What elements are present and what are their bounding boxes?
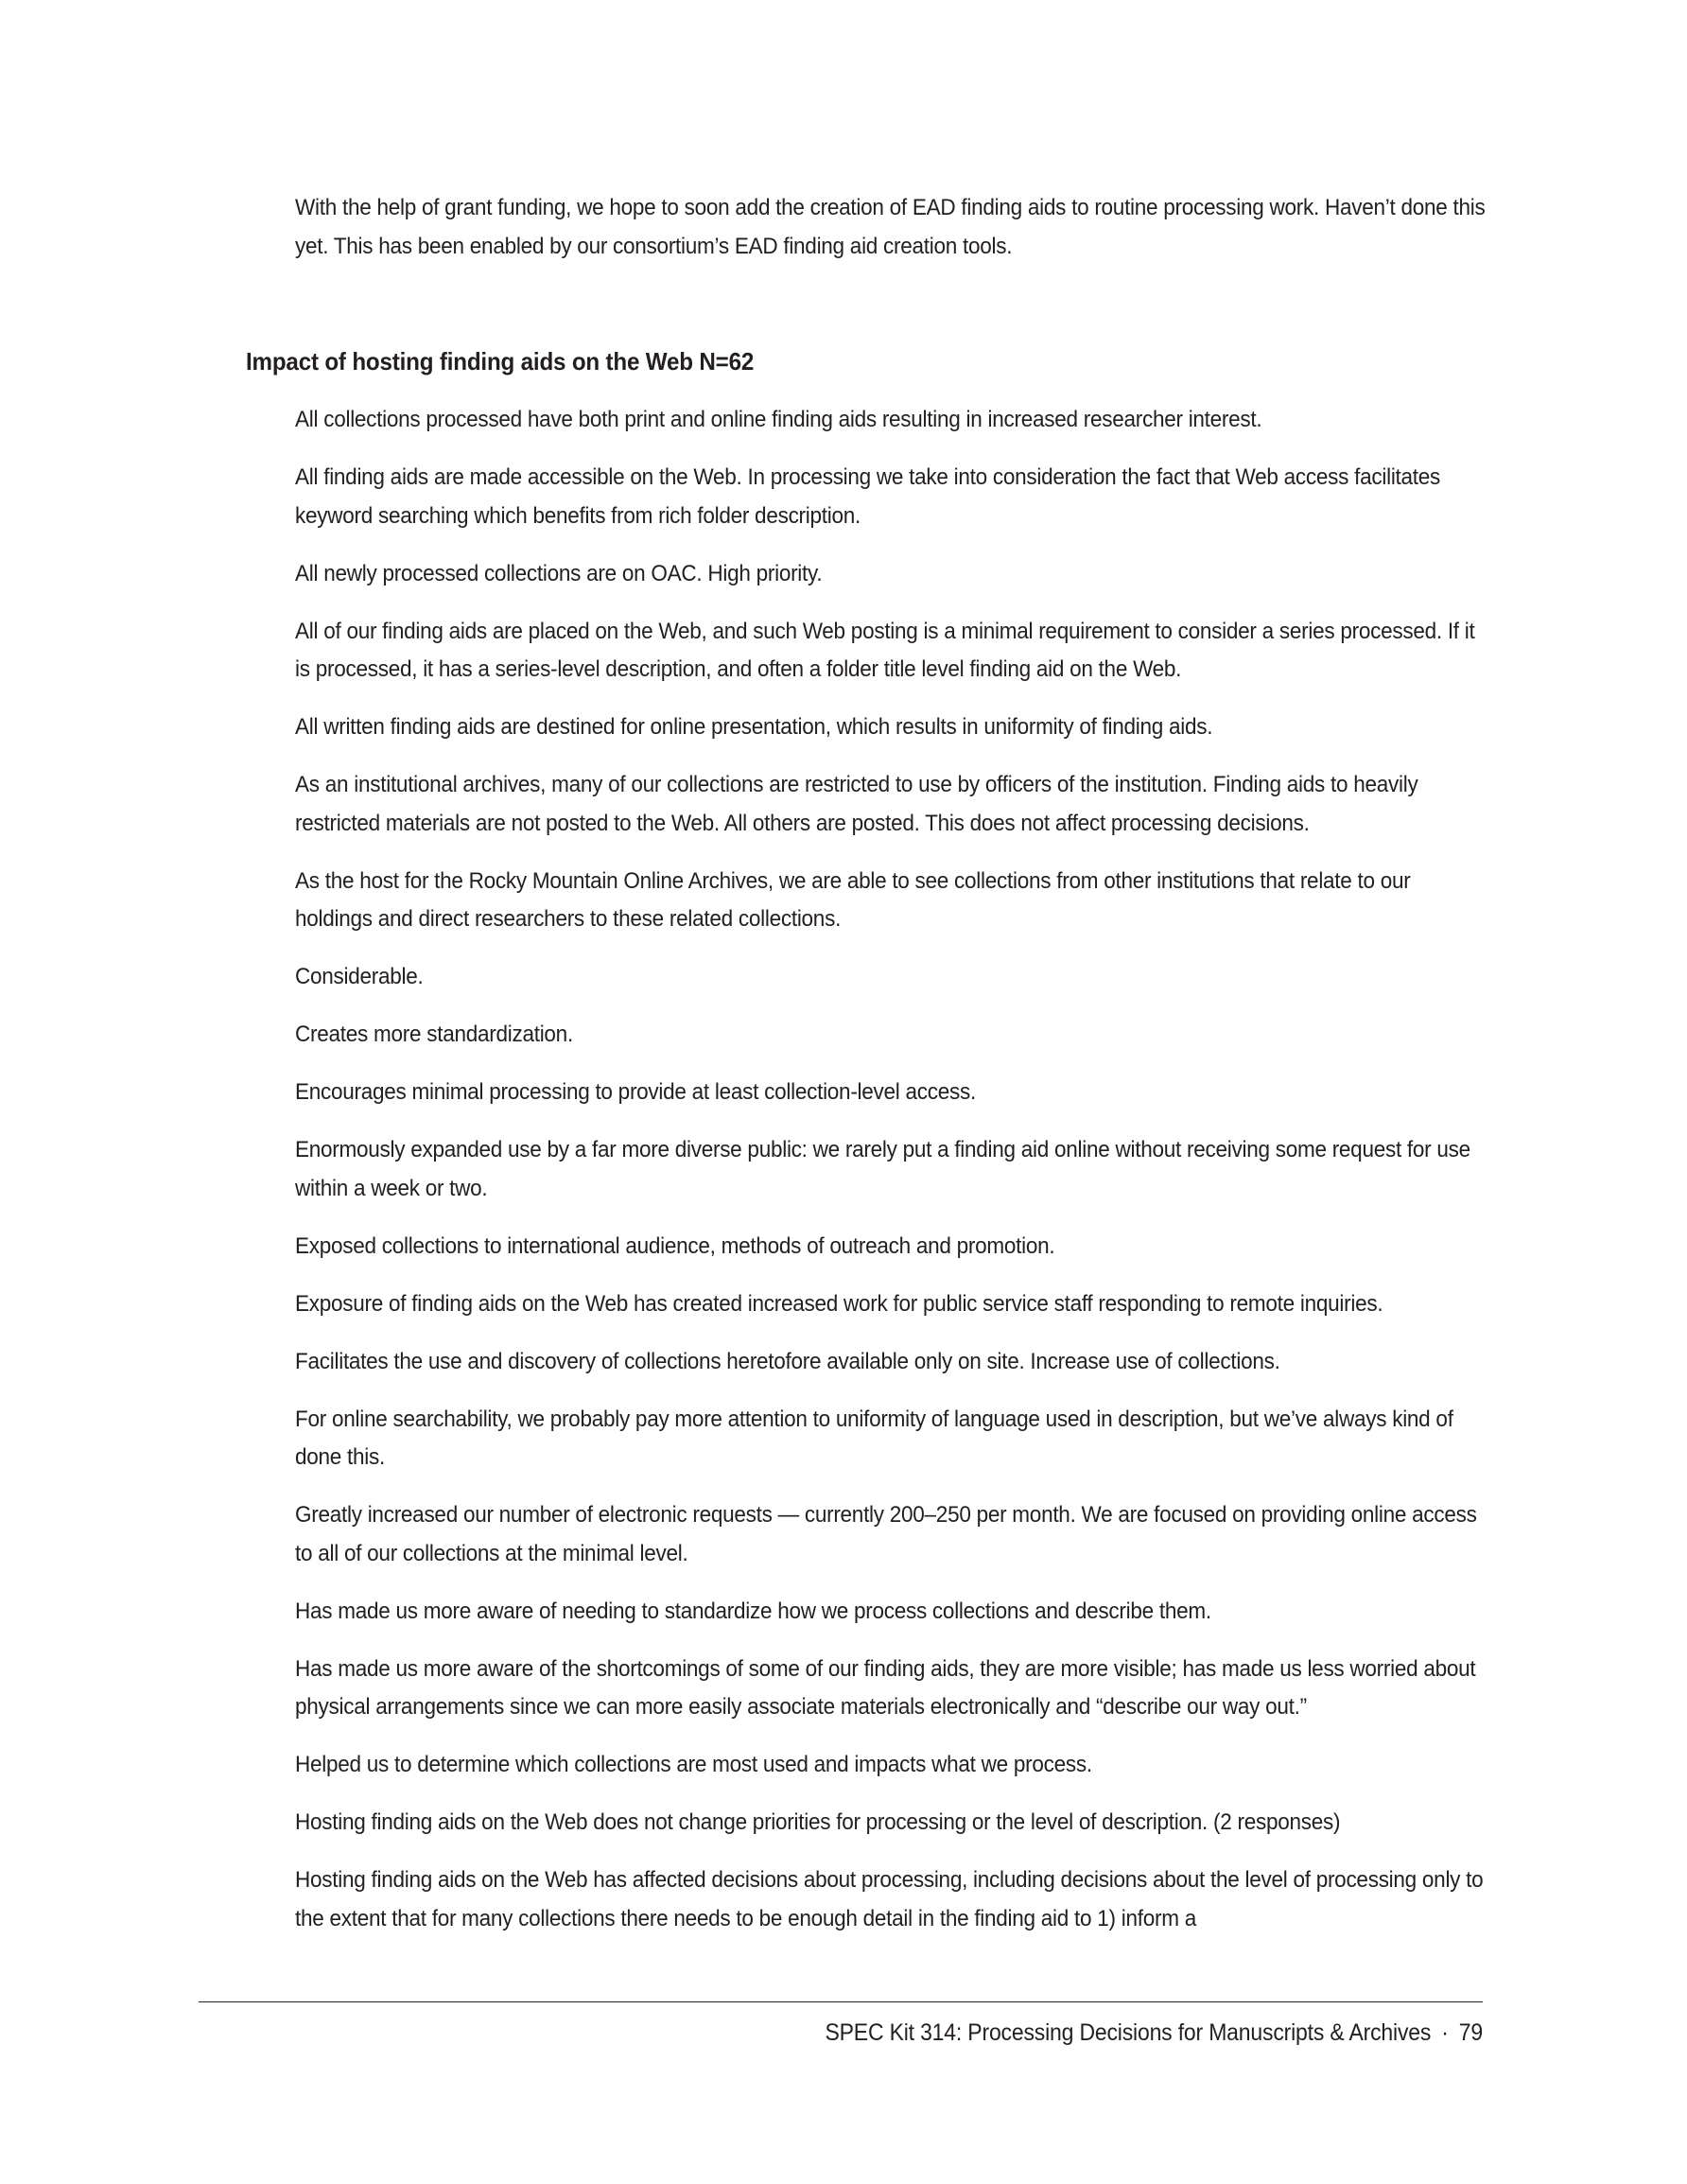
response-item: All written finding aids are destined for online presentation, which results in uniformity of finding aids.: [295, 714, 1213, 740]
intro-section: [295, 189, 1487, 266]
footer-divider: [199, 2001, 1483, 2002]
response-item: All collections processed have both print and online finding aids resulting in increased researcher interest.: [295, 407, 1262, 432]
response-item: Enormously expanded use by a far more diverse public: we rarely put a finding aid online without receiving some request for use within a week or two.: [295, 1137, 1470, 1201]
response-item: Has made us more aware of the shortcomings of some of our finding aids, they are more visible; has made us less worried about physical arrangements since we can more easily associate materials electronically and “describe our way out.”: [295, 1655, 1476, 1720]
response-item: Exposed collections to international audience, methods of outreach and promotion.: [295, 1232, 1055, 1259]
page-number: 79: [1458, 2019, 1483, 2046]
response-item: Exposure of finding aids on the Web has created increased work for public service staff responding to remote inquiries.: [295, 1290, 1383, 1317]
response-item: Helped us to determine which collections are most used and impacts what we process.: [295, 1752, 1092, 1777]
response-item: Hosting finding aids on the Web does not change priorities for processing or the level of description. (2 responses): [295, 1809, 1341, 1835]
response-item: All of our finding aids are placed on the Web, and such Web posting is a minimal requirement to consider a series processed. If it is processed, it has a series-level description, and often a folder title level finding aid on the Web.: [295, 618, 1475, 682]
footer-separator: ·: [1441, 2019, 1449, 2046]
response-item: As an institutional archives, many of our collections are restricted to use by officers of the institution. Finding aids to heavily restricted materials are not posted to the Web. All others are posted. This does not affect processing decisions.: [295, 772, 1418, 836]
response-item: All newly processed collections are on OAC. High priority.: [295, 560, 823, 586]
response-item: For online searchability, we probably pay more attention to uniformity of language used in description, but we’ve always kind of done this.: [295, 1406, 1453, 1470]
response-item: Considerable.: [295, 964, 424, 989]
response-item: As the host for the Rocky Mountain Online Archives, we are able to see collections from other institutions that relate to our holdings and direct researchers to these related collections.: [295, 867, 1411, 932]
response-item: Has made us more aware of needing to standardize how we process collections and describe them.: [295, 1598, 1211, 1624]
response-item: Hosting finding aids on the Web has affected decisions about processing, including decisions about the level of processing only to the extent that for many collections there needs to be enough detail in the finding aid to 1) inform a: [295, 1867, 1484, 1931]
footer-title: SPEC Kit 314: Processing Decisions for Manuscripts & Archives: [825, 2019, 1432, 2046]
response-item: All finding aids are made accessible on the Web. In processing we take into consideration the fact that Web access facilitates keyword searching which benefits from rich folder description.: [295, 464, 1441, 529]
intro-paragraph: With the help of grant funding, we hope to soon add the creation of EAD finding aids to routine processing work. Haven’t done this yet. This has been enabled by our consortium’s EAD finding aid creation tools.: [295, 195, 1486, 259]
responses-list: [295, 401, 1515, 1958]
response-item: Facilitates the use and discovery of collections heretofore available only on site. Increase use of collections.: [295, 1348, 1280, 1374]
response-item: Greatly increased our number of electronic requests — currently 200–250 per month. We are focused on providing online access to all of our collections at the minimal level.: [295, 1502, 1477, 1566]
section-heading: Impact of hosting finding aids on the Web N=62: [246, 347, 755, 376]
page-footer: [825, 2015, 1483, 2051]
response-item: Creates more standardization.: [295, 1022, 573, 1047]
response-item: Encourages minimal processing to provide at least collection-level access.: [295, 1079, 977, 1105]
